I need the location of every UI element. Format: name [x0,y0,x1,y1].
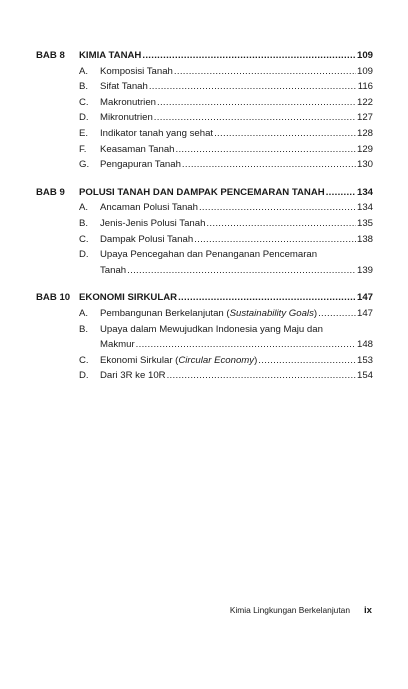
toc-chapter [36,290,373,384]
entry-letter: A. [79,307,89,319]
entry-title-text: Ekonomi Sirkular ( [100,354,179,366]
chapter-title: KIMIA TANAH [79,50,142,61]
entry-page-number: 129 [356,143,373,155]
footer-book-title: Kimia Lingkungan Berkelanjutan [229,605,350,615]
entry-title-text: Keasaman Tanah [100,143,175,155]
entry-title-suffix: ) [313,307,318,319]
toc-entry[interactable] [36,157,373,173]
entry-title [36,368,166,384]
entry-title-text: Makmur [100,339,135,351]
entry-title-text: Ancaman Polusi Tanah [100,202,198,214]
toc-entry[interactable] [36,126,373,142]
entry-page-number: 116 [357,81,373,93]
dot-leader [206,216,356,232]
entry-page-number: 147 [356,307,373,319]
dot-leader [149,79,357,95]
toc-entry[interactable] [36,353,373,369]
entry-page-number: 138 [356,233,373,245]
entry-page-number: 134 [356,202,373,214]
dot-leader [214,126,356,142]
entry-title-text: Dampak Polusi Tanah [100,233,194,245]
chapter-page-number: 147 [356,292,373,304]
entry-letter: C. [79,233,89,245]
entry-title-text: Komposisi Tanah [100,65,173,77]
entry-title-text: Mikronutrien [100,112,153,124]
entry-page-number: 109 [356,65,373,77]
entry-page-number: 128 [356,127,373,139]
toc-entry[interactable] [36,142,373,158]
chapter-number: BAB 9 [36,186,65,198]
entry-title [36,95,156,111]
dot-leader [142,48,356,64]
entry-title [36,353,257,369]
entry-title-text: Makronutrien [100,96,156,108]
dot-leader [318,306,356,322]
entry-title-text: Tanah [100,264,127,276]
dot-leader [136,337,356,353]
toc-chapter [36,185,373,279]
toc-chapter-heading[interactable] [36,185,373,201]
chapter-title: POLUSI TANAH DAN DAMPAK PENCEMARAN TANAH [79,186,325,198]
entry-page-number: 122 [356,96,373,108]
table-of-contents [36,48,373,396]
chapter-number: BAB 10 [36,292,71,304]
dot-leader [174,64,356,80]
toc-entry[interactable] [36,79,373,95]
dot-leader [326,185,356,201]
entry-title-text: Dari 3R ke 10R [100,370,166,382]
dot-leader [194,232,356,248]
entry-title [36,79,148,95]
dot-leader [178,290,356,306]
entry-title-text: Sifat Tanah [100,81,148,93]
entry-title-italic: Sustainability Goals [229,307,314,319]
chapter-page-number: 134 [356,186,373,198]
entry-title-text: Indikator tanah yang sehat [100,127,214,139]
entry-title [36,142,175,158]
dot-leader [127,263,356,279]
entry-page-number: 135 [356,217,373,229]
chapter-number: BAB 8 [36,50,65,61]
entry-page-number: 127 [356,112,373,124]
toc-entry[interactable] [36,247,373,263]
toc-entry[interactable] [36,368,373,384]
entry-letter: C. [79,354,89,366]
entry-title [36,157,181,173]
dot-leader [157,95,356,111]
entry-letter: A. [79,65,89,77]
entry-title [36,126,213,142]
toc-entry[interactable] [36,216,373,232]
entry-letter: F. [79,143,87,155]
toc-entry[interactable] [36,110,373,126]
toc-chapter-heading[interactable] [36,290,373,306]
toc-entry[interactable] [36,200,373,216]
toc-chapter-heading[interactable] [36,48,373,64]
chapter-title: EKONOMI SIRKULAR [79,292,178,304]
toc-entry[interactable] [36,306,373,322]
entry-letter: B. [79,81,89,93]
toc-entry[interactable] [36,95,373,111]
entry-title [36,232,193,248]
toc-entry-continuation[interactable] [36,337,373,353]
entry-title-italic: Circular Economy [178,354,255,366]
entry-title [36,200,198,216]
entry-page-number: 130 [356,159,373,171]
toc-entry[interactable] [36,232,373,248]
entry-page-number: 139 [356,264,373,276]
dot-leader [176,142,356,158]
entry-letter: D. [79,112,89,124]
entry-page-number: 148 [356,339,373,351]
entry-title-text: Pembangunan Berkelanjutan ( [100,307,230,319]
entry-letter: B. [79,323,89,335]
entry-title [36,64,173,80]
entry-title-text: Pengapuran Tanah [100,159,181,171]
entry-letter: E. [79,127,89,139]
entry-title [36,216,205,232]
page-footer [0,605,372,616]
entry-title-suffix: ) [254,354,258,366]
toc-entry-continuation[interactable] [36,263,373,279]
entry-title [36,263,126,279]
dot-leader [182,157,356,173]
entry-page-number: 153 [356,354,373,366]
toc-entry[interactable] [36,64,373,80]
entry-letter: C. [79,96,89,108]
entry-letter: G. [79,159,90,171]
entry-title-text: Upaya dalam Mewujudkan Indonesia yang Maju dan [100,323,323,335]
entry-title [36,337,135,353]
entry-letter: A. [79,202,89,214]
entry-letter: D. [79,370,89,382]
dot-leader [258,353,356,369]
footer-page-number: ix [363,605,372,616]
entry-title-text: Jenis-Jenis Polusi Tanah [100,217,206,229]
chapter-page-number: 109 [356,50,373,61]
dot-leader [199,200,356,216]
dot-leader [154,110,356,126]
entry-title-text: Upaya Pencegahan dan Penanganan Pencemaran [100,249,318,261]
entry-letter: B. [79,217,89,229]
toc-entry[interactable] [36,322,373,338]
toc-chapter [36,48,373,173]
entry-page-number: 154 [356,370,373,382]
entry-title [36,110,153,126]
dot-leader [167,368,356,384]
entry-letter: D. [79,249,89,261]
